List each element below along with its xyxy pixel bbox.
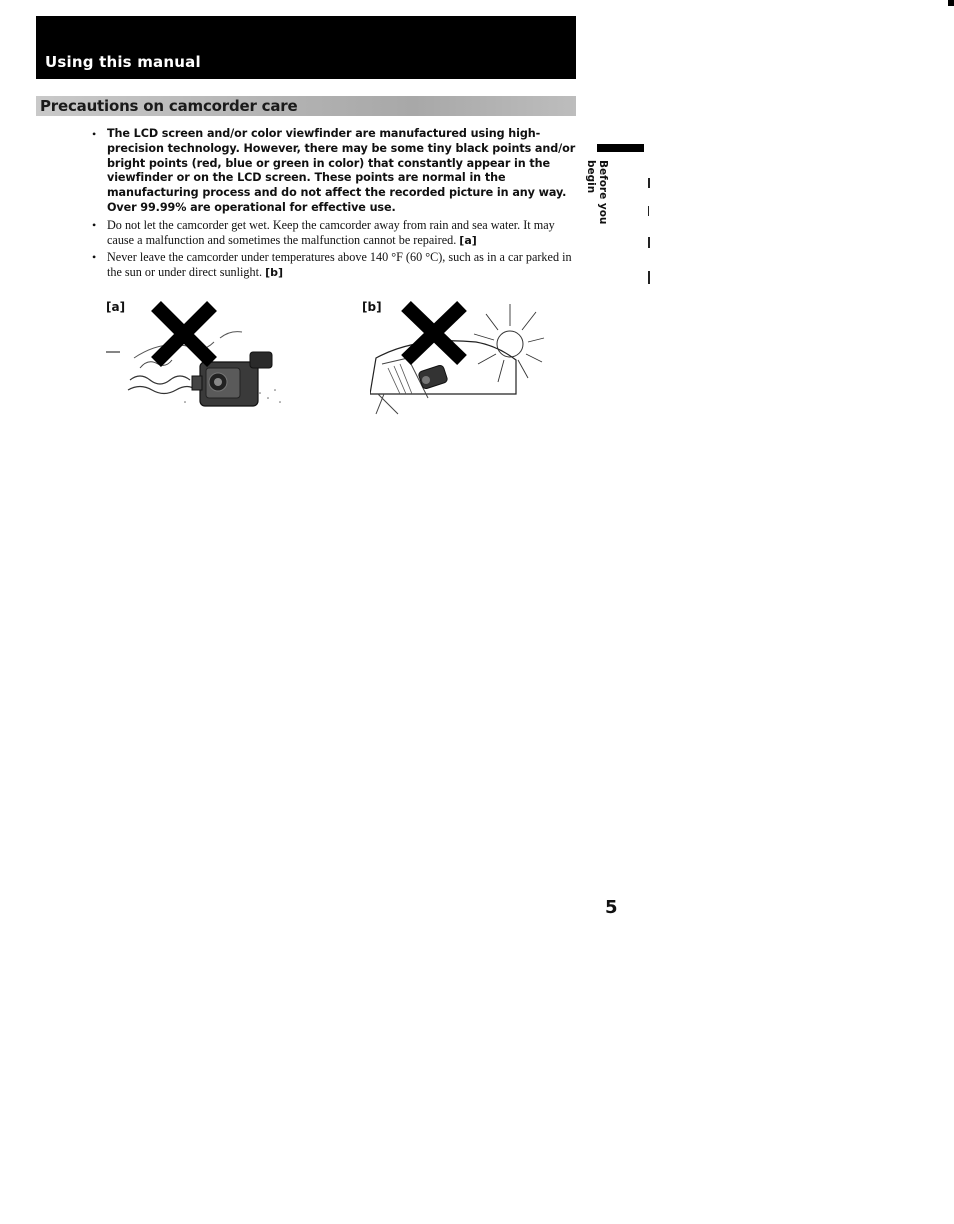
figure-a-label: [a]	[106, 300, 126, 314]
header-bar	[36, 16, 576, 79]
header-title: Using this manual	[45, 53, 201, 71]
section-heading-band	[36, 96, 576, 116]
car-sunlight-illustration	[370, 298, 545, 416]
section-title: Precautions on camcorder care	[40, 97, 298, 115]
figure-reference: [a]	[459, 233, 477, 247]
list-item	[92, 250, 578, 280]
corner-mark	[948, 0, 954, 6]
precautions-list	[92, 127, 578, 282]
side-tick	[648, 206, 649, 216]
figure-b-label: [b]	[362, 300, 382, 314]
side-tick	[648, 178, 650, 188]
bullet-text: The LCD screen and/or color viewfinder are manufactured using high-precision technology. However, there may be some tiny black points and/or bright points (red, blue or green in color) that constantly appear in the viewfinder or on the LCD screen. These points are normal in the manufacturing process and do not affect the recorded picture in any way. Over 99.99% are operational for effective use.	[107, 127, 576, 214]
list-item	[92, 218, 578, 248]
bullet-text-wrap	[107, 218, 578, 248]
wet-camcorder-illustration	[100, 298, 290, 416]
side-tick	[648, 237, 650, 248]
side-tab-label: Before you begin	[585, 160, 609, 225]
list-item	[92, 127, 578, 216]
bullet-icon: •	[92, 217, 97, 232]
bullet-icon: •	[92, 127, 97, 141]
figure-reference: [b]	[265, 265, 284, 279]
side-tab-marker	[597, 144, 644, 152]
bullet-text: Do not let the camcorder get wet. Keep the camcorder away from rain and sea water. It may cause a malfunction and sometimes the malfunction cannot be repaired.	[107, 217, 555, 247]
bullet-icon: •	[92, 249, 97, 264]
bullet-text: Never leave the camcorder under temperatures above 140 °F (60 °C), such as in a car parked in the sun or under direct sunlight.	[107, 249, 572, 279]
bullet-text-wrap	[107, 250, 578, 280]
side-tick	[648, 271, 650, 284]
page-number: 5	[605, 897, 618, 918]
